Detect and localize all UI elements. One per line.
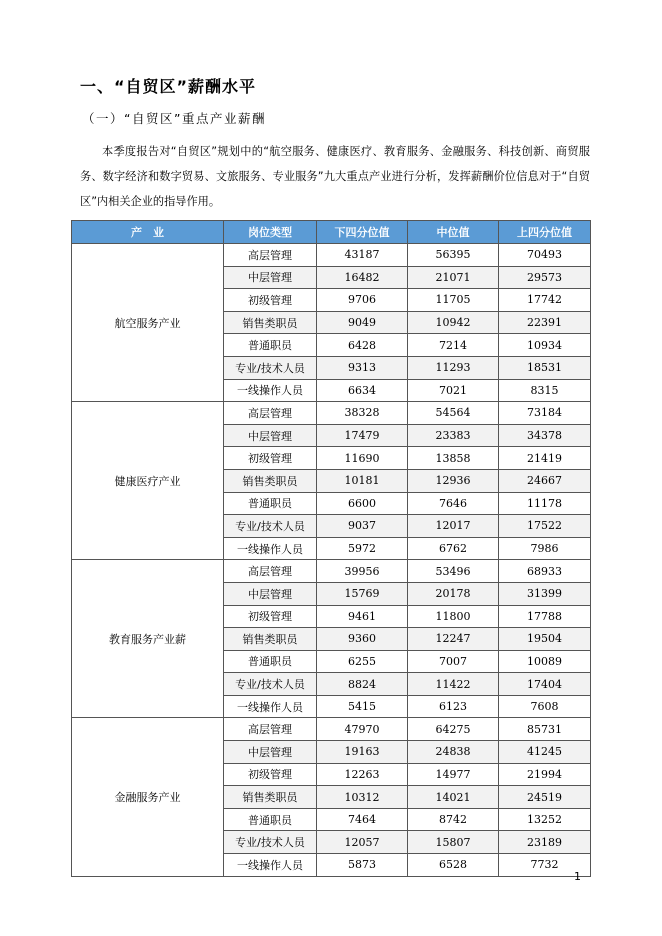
lower-quartile-cell: 47970 <box>317 718 408 741</box>
upper-quartile-cell: 17788 <box>499 605 591 628</box>
median-cell: 53496 <box>408 560 499 583</box>
median-cell: 21071 <box>408 266 499 289</box>
median-cell: 54564 <box>408 402 499 425</box>
position-cell: 高层管理 <box>224 402 317 425</box>
upper-quartile-cell: 13252 <box>499 808 591 831</box>
lower-quartile-cell: 6255 <box>317 650 408 673</box>
position-cell: 一线操作人员 <box>224 537 317 560</box>
lower-quartile-cell: 16482 <box>317 266 408 289</box>
lower-quartile-cell: 5415 <box>317 695 408 718</box>
upper-quartile-cell: 17404 <box>499 673 591 696</box>
median-cell: 8742 <box>408 808 499 831</box>
upper-quartile-cell: 29573 <box>499 266 591 289</box>
industry-cell: 金融服务产业 <box>72 718 224 876</box>
subsection-heading: （一）“自贸区”重点产业薪酬 <box>82 111 266 126</box>
lower-quartile-cell: 6600 <box>317 492 408 515</box>
section-heading: 一、“自贸区”薪酬水平 <box>80 77 257 96</box>
position-cell: 专业/技术人员 <box>224 356 317 379</box>
industry-cell: 健康医疗产业 <box>72 402 224 560</box>
upper-quartile-cell: 24519 <box>499 786 591 809</box>
lower-quartile-cell: 8824 <box>317 673 408 696</box>
position-cell: 一线操作人员 <box>224 854 317 877</box>
position-cell: 中层管理 <box>224 741 317 764</box>
table-row <box>72 560 591 583</box>
position-cell: 销售类职员 <box>224 469 317 492</box>
lower-quartile-cell: 11690 <box>317 447 408 470</box>
position-cell: 初级管理 <box>224 763 317 786</box>
table-body <box>72 244 591 877</box>
salary-table <box>71 220 591 877</box>
median-cell: 24838 <box>408 741 499 764</box>
lower-quartile-cell: 10312 <box>317 786 408 809</box>
position-cell: 专业/技术人员 <box>224 831 317 854</box>
industry-cell: 教育服务产业薪 <box>72 560 224 718</box>
upper-quartile-cell: 17522 <box>499 515 591 538</box>
header-industry: 产 业 <box>72 221 224 244</box>
median-cell: 20178 <box>408 582 499 605</box>
intro-paragraph: 本季度报告对“自贸区”规划中的“航空服务、健康医疗、教育服务、金融服务、科技创新、商贸服务、数字经济和数字贸易、文旅服务、专业服务”九大重点产业进行分析，发挥薪酬价位信息对于“自贸区”内相关企业的指导作用。 <box>80 145 590 208</box>
industry-cell: 航空服务产业 <box>72 244 224 402</box>
upper-quartile-cell: 41245 <box>499 741 591 764</box>
position-cell: 高层管理 <box>224 718 317 741</box>
lower-quartile-cell: 9360 <box>317 628 408 651</box>
lower-quartile-cell: 19163 <box>317 741 408 764</box>
position-cell: 销售类职员 <box>224 628 317 651</box>
median-cell: 14977 <box>408 763 499 786</box>
lower-quartile-cell: 43187 <box>317 244 408 267</box>
upper-quartile-cell: 85731 <box>499 718 591 741</box>
median-cell: 14021 <box>408 786 499 809</box>
lower-quartile-cell: 5972 <box>317 537 408 560</box>
lower-quartile-cell: 5873 <box>317 854 408 877</box>
median-cell: 7007 <box>408 650 499 673</box>
position-cell: 一线操作人员 <box>224 695 317 718</box>
position-cell: 初级管理 <box>224 289 317 312</box>
table-row <box>72 402 591 425</box>
upper-quartile-cell: 7986 <box>499 537 591 560</box>
lower-quartile-cell: 12263 <box>317 763 408 786</box>
position-cell: 初级管理 <box>224 447 317 470</box>
lower-quartile-cell: 17479 <box>317 424 408 447</box>
upper-quartile-cell: 24667 <box>499 469 591 492</box>
lower-quartile-cell: 15769 <box>317 582 408 605</box>
median-cell: 12017 <box>408 515 499 538</box>
header-median: 中位值 <box>408 221 499 244</box>
header-lower-quartile: 下四分位值 <box>317 221 408 244</box>
median-cell: 11800 <box>408 605 499 628</box>
upper-quartile-cell: 21994 <box>499 763 591 786</box>
position-cell: 初级管理 <box>224 605 317 628</box>
median-cell: 6528 <box>408 854 499 877</box>
lower-quartile-cell: 9706 <box>317 289 408 312</box>
upper-quartile-cell: 70493 <box>499 244 591 267</box>
upper-quartile-cell: 10089 <box>499 650 591 673</box>
median-cell: 64275 <box>408 718 499 741</box>
median-cell: 6123 <box>408 695 499 718</box>
lower-quartile-cell: 12057 <box>317 831 408 854</box>
position-cell: 高层管理 <box>224 560 317 583</box>
upper-quartile-cell: 19504 <box>499 628 591 651</box>
median-cell: 12936 <box>408 469 499 492</box>
upper-quartile-cell: 68933 <box>499 560 591 583</box>
upper-quartile-cell: 8315 <box>499 379 591 402</box>
median-cell: 13858 <box>408 447 499 470</box>
table-row <box>72 244 591 267</box>
lower-quartile-cell: 39956 <box>317 560 408 583</box>
upper-quartile-cell: 73184 <box>499 402 591 425</box>
upper-quartile-cell: 7608 <box>499 695 591 718</box>
lower-quartile-cell: 7464 <box>317 808 408 831</box>
position-cell: 销售类职员 <box>224 311 317 334</box>
median-cell: 7214 <box>408 334 499 357</box>
position-cell: 普通职员 <box>224 492 317 515</box>
upper-quartile-cell: 22391 <box>499 311 591 334</box>
median-cell: 56395 <box>408 244 499 267</box>
upper-quartile-cell: 17742 <box>499 289 591 312</box>
lower-quartile-cell: 6634 <box>317 379 408 402</box>
lower-quartile-cell: 9313 <box>317 356 408 379</box>
position-cell: 中层管理 <box>224 582 317 605</box>
position-cell: 一线操作人员 <box>224 379 317 402</box>
upper-quartile-cell: 11178 <box>499 492 591 515</box>
position-cell: 销售类职员 <box>224 786 317 809</box>
table-row <box>72 718 591 741</box>
upper-quartile-cell: 10934 <box>499 334 591 357</box>
lower-quartile-cell: 9461 <box>317 605 408 628</box>
position-cell: 专业/技术人员 <box>224 673 317 696</box>
position-cell: 专业/技术人员 <box>224 515 317 538</box>
upper-quartile-cell: 18531 <box>499 356 591 379</box>
lower-quartile-cell: 9049 <box>317 311 408 334</box>
upper-quartile-cell: 34378 <box>499 424 591 447</box>
lower-quartile-cell: 38328 <box>317 402 408 425</box>
lower-quartile-cell: 9037 <box>317 515 408 538</box>
median-cell: 6762 <box>408 537 499 560</box>
table-header-row <box>72 221 591 244</box>
position-cell: 高层管理 <box>224 244 317 267</box>
header-upper-quartile: 上四分位值 <box>499 221 591 244</box>
lower-quartile-cell: 10181 <box>317 469 408 492</box>
position-cell: 普通职员 <box>224 808 317 831</box>
position-cell: 中层管理 <box>224 424 317 447</box>
median-cell: 7646 <box>408 492 499 515</box>
position-cell: 中层管理 <box>224 266 317 289</box>
page-number: 1 <box>574 870 581 883</box>
median-cell: 11705 <box>408 289 499 312</box>
upper-quartile-cell: 21419 <box>499 447 591 470</box>
upper-quartile-cell: 7732 <box>499 854 591 877</box>
median-cell: 15807 <box>408 831 499 854</box>
median-cell: 12247 <box>408 628 499 651</box>
position-cell: 普通职员 <box>224 334 317 357</box>
lower-quartile-cell: 6428 <box>317 334 408 357</box>
header-position: 岗位类型 <box>224 221 317 244</box>
median-cell: 7021 <box>408 379 499 402</box>
upper-quartile-cell: 31399 <box>499 582 591 605</box>
median-cell: 10942 <box>408 311 499 334</box>
median-cell: 11422 <box>408 673 499 696</box>
median-cell: 11293 <box>408 356 499 379</box>
upper-quartile-cell: 23189 <box>499 831 591 854</box>
median-cell: 23383 <box>408 424 499 447</box>
position-cell: 普通职员 <box>224 650 317 673</box>
